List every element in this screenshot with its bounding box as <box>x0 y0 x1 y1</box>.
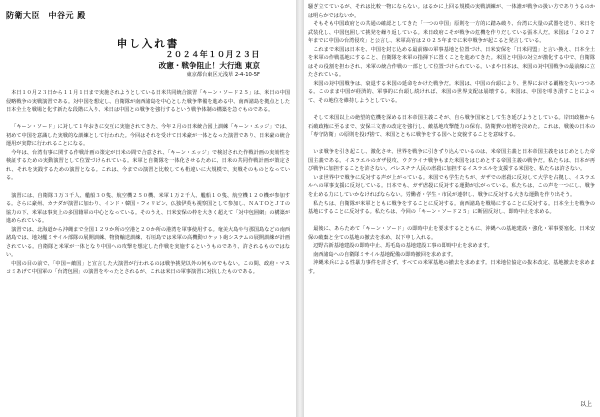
demand-item: 辺野古新基地建設の即時中止、馬毛島の基地建設工事の即時中止を求めます。 <box>308 243 493 250</box>
right-page <box>304 0 600 417</box>
right-body <box>308 3 595 277</box>
left-body <box>6 89 290 277</box>
paragraph: これまで米国は日本を、中国を封じ込める最前線の軍事基地と位置づけ、日米安保を「日米同盟」と言い換え、日本全土を米軍の作戦基地にすること、自衛隊を米軍の指揮下に置くことを進めてきた。米国と中国の対立が激化する中で、自衛隊はその役割を担わされ、米軍の統合作戦の一部として位置づけられている。いまや日本は、米国の対中国戦争の最前線に立たされている。 <box>308 46 595 79</box>
paragraph: 私たちは、自衛隊が米軍とともに戦争をすることに反対する。南西諸島を戦場にすることに反対する。日本全土を戦争の基地にすることに反対する。私たちは、今回の「キーン・ソード２５」に断固反対し、即時中止を求める。 <box>308 200 595 216</box>
page-gutter <box>296 0 304 417</box>
demand-item: 沖縄米兵による性暴力事件を許さず、すべての米軍基地の撤去を求めます。日米地位協定の抜本改定、基地撤去を求めます。 <box>308 260 595 275</box>
document-date: ２０２４年１０月２３日 <box>165 50 260 59</box>
document-title: 申し入れ書 <box>116 38 180 50</box>
document-meta <box>159 49 260 79</box>
left-page <box>0 0 296 417</box>
paragraph: そして米国以上の絶望的危機を深める日本帝国主義こそが、自ら戦争国家として生き延びようとしている。岸田政権から石破政権に至るまで、安保三文書の改定を強行し、敵基地攻撃能力の保有、防衛費の倍増を決めた。これは、戦後の日本の「専守防衛」の原則を投げ捨て、米国とともに戦争をする国へと変貌することを意味する。 <box>308 115 595 139</box>
closing-mark: 以上 <box>579 401 592 408</box>
paragraph: いま世界中で戦争に反対する声が上がっている。米国でも学生たちが、ガザでの虐殺に反対して大学を占拠し、イスラエルへの軍事支援に反対している。日本でも、ガザ虐殺に反対する運動が広がっている。私たちは、この声を一つにし、戦争を止める力にしていかなければならない。労働者・学生・市民が連帯し、戦争に反対する大きな運動を作り出そう。 <box>308 174 595 199</box>
organization-address: 東京都台東区元浅草 2-4-10-5F <box>186 72 260 78</box>
paragraph: 「キーン・ソード」に対して１年おきに交互に実施されてきた、今年２月の日米統合図上訓練「キーン・エッジ」では、初めて中国を意識した実戦的な訓練として行われた。今回はそれを受けて日米豪が一体となった演習であり、日米豪の統合運用が実際に行われることになる。 <box>6 124 290 148</box>
paragraph: 今年は、台湾有事に関する作戦計画の策定が日米の間で合意され、「キーン・エッジ」で検討された作戦計画の実効性を検証するための実動演習として位置づけられている。米軍と自衛隊を一体化させるために、日米の共同作戦計画が策定され、それを実践するための演習となる。これは、今までの演習と比較しても桁違いに大規模で、実戦そのものとなっている。 <box>6 149 290 182</box>
organization-name: 改憲・戦争阻止！大行進 東京 <box>158 61 260 70</box>
paragraph: 本日１０月２３日から１１月１日まで実施されようとしている日米共同統合演習「キーン・ソード２５」は、米日の中国侵略戦争の実戦演習である。対中国を想定し、自衛隊が南西諸島を中心とした戦争準備を進める中、南西諸島を拠点とした日本全土を戦場と化す新たな段階に入り、米日は中国との戦争を強行するという戦争体制の構築を急ぐものである。 <box>6 90 290 114</box>
paragraph: 演習には、自衛隊３万３千人、艦船３０隻、航空機２５０機、米軍１万２千人、艦船１０隻、航空機１２０機が参加する。さらに豪州、カナダが演習に加わり、インド・韓国・フィリピン、仏独伊英も視察国として参加し、ＮＡＴＯとＪＴの協力の下、米軍は事実上の多国籍軍の中心となっている。そのうえ、日米安保の枠を大きく超えて「対中包囲網」の構築が進められている。 <box>6 192 290 225</box>
paragraph: いま戦争を引き起こし、激化させ、世界を戦争に引きずり込んでいるのは、米帝国主義と日本帝国主義をはじめとした帝国主義である。イスラエルのガザ侵攻、ウクライナ戦争もまた米国をはじめとする帝国主義の戦争だ。私たちは、日本が再び戦争に加担することを許さない。パレスチナ人民の虐殺に加担するイスラエルを支援する米国を、私たちは許さない。 <box>308 149 595 173</box>
paragraph: 騒ぎ立てているが、それは比較一物にならない。はるかに上回る規模の実戦訓練が、一体誰が戦争の扱い方でありうるのかは明らかではないか。 <box>308 4 595 19</box>
paragraph: 演習では、北海道から沖縄まで全国１２９か所の空港と２０か所の港湾を軍事使用する。奄美大島や与那国島などの南西諸島では、地対艦ミサイル部隊の展開訓練、物資輸送訓練、石垣島では米軍の高機動ロケット砲システムの展開訓練が計画されている。自衛隊と米軍が一体となり中国への攻撃を想定した作戦を実施するというものであり、許されるものではない。 <box>6 226 290 259</box>
addressee: 防衛大臣 中谷元 殿 <box>6 11 86 20</box>
paragraph: そもそも中国政府との共通の確認としてきた「一つの中国」原則を一方的に踏み破り、台湾に大量の武器を送り、米日を武装化し、中国包囲して挑発を繰り返している。米日政府こそが戦争の危機を作りだしている張本人だ。米国は「２０２７年までに中国の台湾侵攻」と公言し、米軍高官は２０２５年までに米中戦争が起こると発言している。 <box>308 21 595 45</box>
paragraph: 中国の目の前で、「中国＝敵国」と宣言した大演習が行われるのは戦争挑発以外の何ものでもない。この間、政府・マスコミあげて中国軍の「台湾包囲」の演習をやったとされるが、これは米日の軍事演習に対抗したものである。 <box>6 260 290 276</box>
paragraph: 米国の対中国戦争は、衰退する米国の延命をかけた戦争だ。米国は、中国の台頭により、世界における覇権を失いつつある。このまま中国が経済的、軍事的に台頭し続ければ、米国の世界支配は崩壊する。米国は、中国を叩き潰すことによって、その地位を維持しようとしている。 <box>308 80 595 105</box>
demand-item: 南西諸島への自衛隊ミサイル基地配備の即時撤回を求めます。 <box>308 251 457 258</box>
demand-intro: 最後に、あらためて「キーン・ソード」の即時中止を要求するとともに、沖縄への基地建設・強化・軍事要塞化、日米安保の破棄と全ての基地の撤去を求め、以下申し入れる。 <box>308 226 595 241</box>
